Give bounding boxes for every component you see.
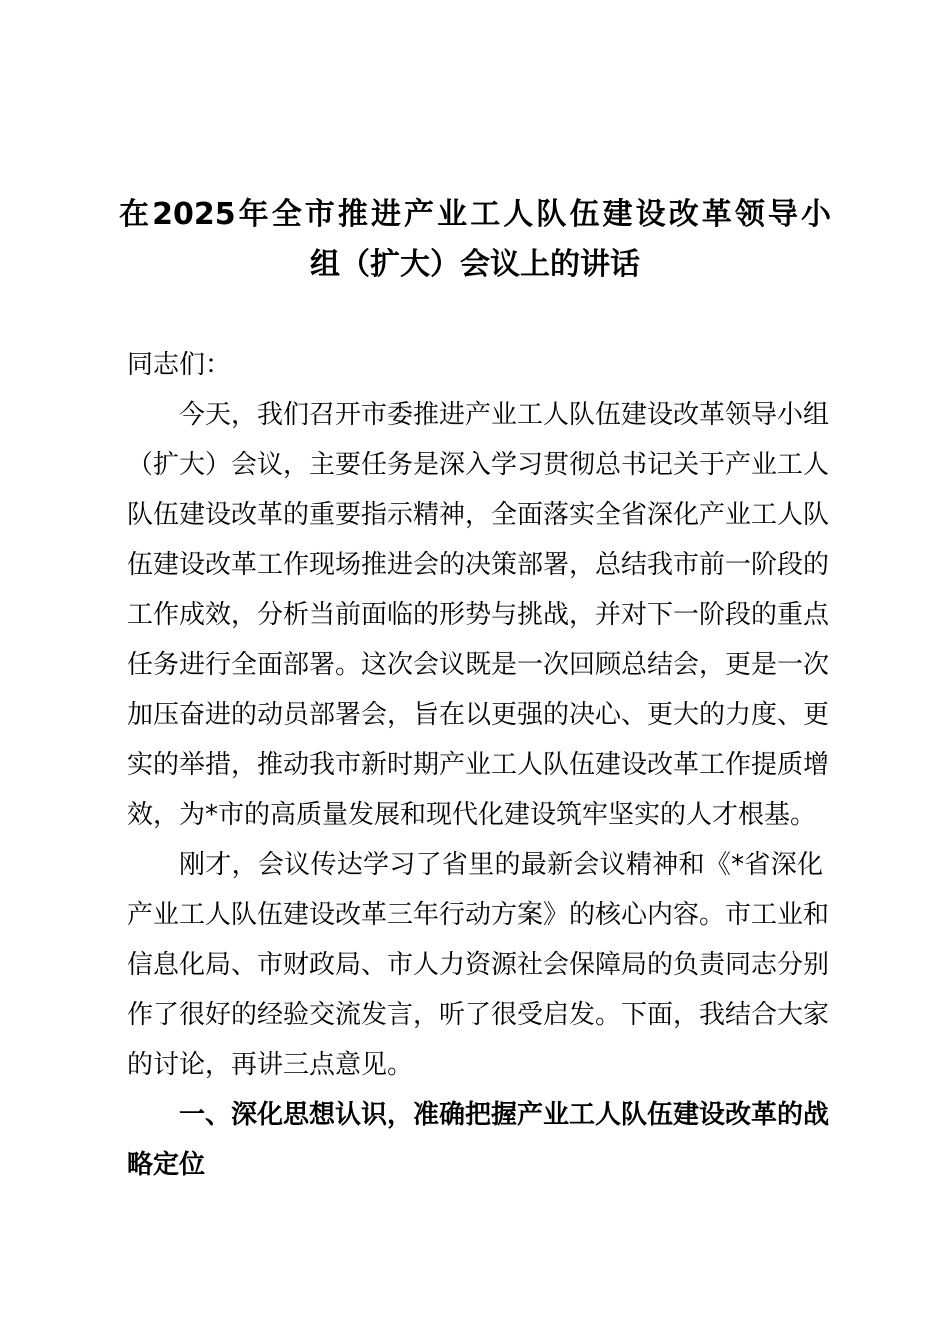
document-page — [119, 190, 831, 1190]
paragraph-line: 效，为*市的高质量发展和现代化建设筑牢坚实的人才根基。 — [127, 800, 817, 830]
paragraph-line: 今天，我们召开市委推进产业工人队伍建设改革领导小组 — [179, 400, 830, 430]
paragraph-line: 作了很好的经验交流发言，听了很受启发。下面，我结合大家 — [127, 1000, 830, 1030]
section-heading-1 — [127, 1090, 830, 1190]
paragraph-line: 的讨论，再讲三点意见。 — [127, 1050, 414, 1080]
paragraph-line: 刚才，会议传达学习了省里的最新会议精神和《*省深化 — [179, 850, 823, 880]
document-title-line-2: 组（扩大）会议上的讲话 — [310, 247, 640, 282]
paragraph-1 — [127, 390, 830, 840]
paragraph-line: 伍建设改革工作现场推进会的决策部署，总结我市前一阶段的 — [127, 550, 830, 580]
paragraph-line: 信息化局、市财政局、市人力资源社会保障局的负责同志分别 — [127, 950, 830, 980]
salutation: 同志们： — [127, 350, 232, 380]
paragraph-line: 队伍建设改革的重要指示精神，全面落实全省深化产业工人队 — [127, 500, 830, 530]
paragraph-line: 产业工人队伍建设改革三年行动方案》的核心内容。市工业和 — [127, 900, 830, 930]
heading-line: 一、深化思想认识，准确把握产业工人队伍建设改革的战 — [179, 1100, 830, 1130]
document-title-line-1: 在2025年全市推进产业工人队伍建设改革领导小 — [119, 197, 831, 232]
paragraph-line: 工作成效，分析当前面临的形势与挑战，并对下一阶段的重点 — [127, 600, 830, 630]
paragraph-line: 实的举措，推动我市新时期产业工人队伍建设改革工作提质增 — [127, 750, 830, 780]
paragraph-line: 任务进行全面部署。这次会议既是一次回顾总结会，更是一次 — [127, 650, 830, 680]
paragraph-line: （扩大）会议，主要任务是深入学习贯彻总书记关于产业工人 — [127, 450, 830, 480]
heading-line: 略定位 — [127, 1150, 206, 1180]
paragraph-line: 加压奋进的动员部署会，旨在以更强的决心、更大的力度、更 — [127, 700, 830, 730]
paragraph-2 — [127, 840, 830, 1090]
spacer — [127, 290, 823, 340]
